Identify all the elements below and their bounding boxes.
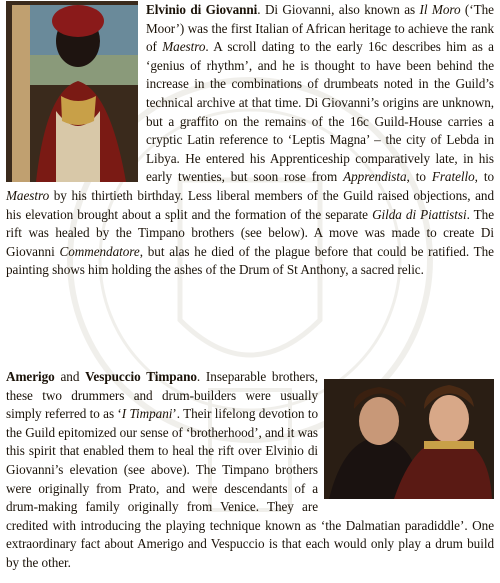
alias-i-timpani: I Timpani <box>121 406 173 422</box>
rank-apprendista: Apprendista <box>343 169 407 185</box>
text: and <box>54 369 86 384</box>
name-amerigo: Amerigo <box>6 369 55 384</box>
text: by his thirtieth birthday. Less liberal members of the Guild raised objections, and his elevation brought about a split and the formation of the separate <box>6 187 494 222</box>
rank-maestro: Maestro <box>162 39 206 55</box>
name-vespuccio: Vespuccio Timpano <box>85 369 197 384</box>
text: , to <box>406 169 432 185</box>
entry-timpano-brothers <box>6 368 494 573</box>
alias-il-moro: Il Moro <box>419 2 461 17</box>
rank-fratello: Fratello <box>431 169 475 185</box>
portrait-elvinio-di-giovanni <box>6 1 142 182</box>
text: ’. Their lifelong devotion to the Guild epitomized our sense of ‘brotherhood’, and it was this spirit that enabled them to heal the rift over Elvinio di Giovanni’s elevation (see above). The Timpano brothers were originally from Prato, and were descendants of a drum-making family originally from Venice. They are credited with introducing the playing technique known as ‘the Dalmatian paradiddle’. One extraordinary fact about Amerigo and Vespuccio is that each would only play a drum build by the other. <box>6 406 494 570</box>
portrait-timpano-brothers <box>324 379 494 499</box>
text: . Di Giovanni, also known as <box>257 2 420 17</box>
gilda-name: Gilda di Piattistsi <box>372 206 467 222</box>
text: (‘The Moor’) was the first Italian of African heritage to achieve the rank of <box>146 2 494 55</box>
entry-elvinio-di-giovanni <box>6 1 494 280</box>
rank-commendatore: Commendatore <box>59 243 140 259</box>
text: . Inseparable brothers, these two drummers and drum-builders were usually simply referred to as ‘ <box>6 369 318 422</box>
text: , but alas he died of the plague before that could be ratified. The painting shows him holding the ashes of the Drum of St Anthony, a sacred relic. <box>6 243 494 278</box>
text: . A scroll dating to the early 16c describes him as a ‘genius of rhythm’, and he is thought to have been behind the increase in the combinations of drumbeats noted in the Guild’s technical archive at that time. Di Giovanni’s origins are unknown, but a graffito on the remains of the 16c Guild-House carries a cryptic Latin reference to ‘Leptis Magna’ – the city of Lebda in Libya. He entered his Apprenticeship comparatively late, in his early twenties, but soon rose from <box>146 39 494 185</box>
rank-maestro: Maestro <box>6 187 50 203</box>
text: . The rift was healed by the Timpano brothers (see below). A move was made to create Di Giovanni <box>6 206 494 259</box>
name-elvinio: Elvinio di Giovanni <box>146 2 258 17</box>
text: , to <box>474 169 494 185</box>
